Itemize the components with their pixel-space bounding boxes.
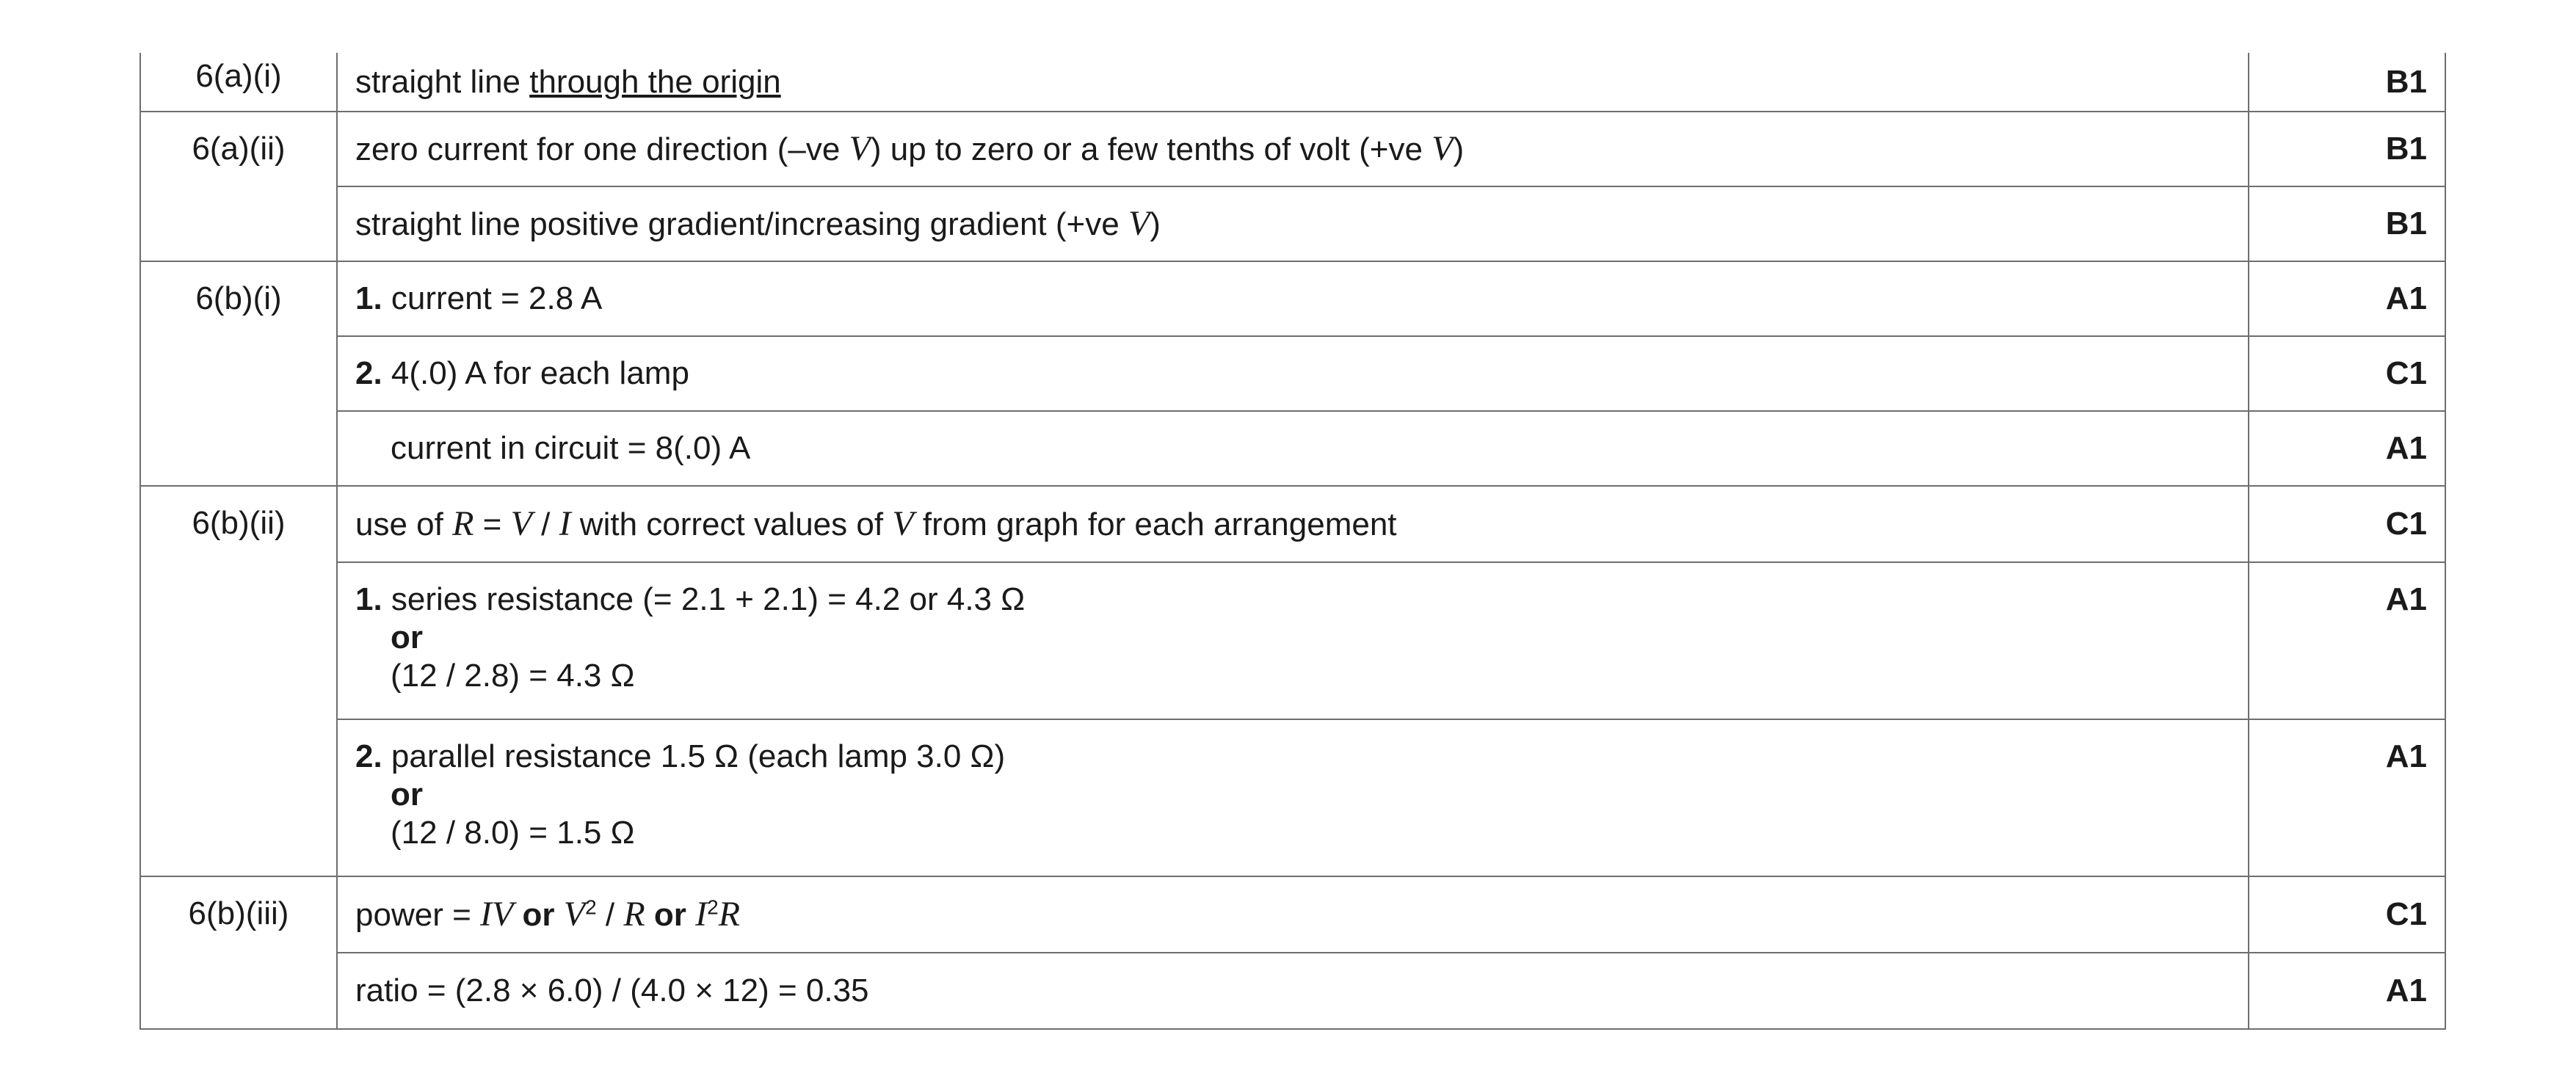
mark-cell: A1 <box>2249 411 2445 486</box>
question-number: 6(b)(i) <box>140 261 337 486</box>
answer-cell: 1. series resistance (= 2.1 + 2.1) = 4.2 or 4.3 Ω or (12 / 2.8) = 4.3 Ω <box>337 562 2249 719</box>
mark-cell: B1 <box>2249 186 2445 261</box>
answer-cell: power = IV or $V^2$ / R or $I^2R$ <box>337 876 2249 953</box>
answer-cell: straight line positive gradient/increasing gradient (+ve V) <box>337 186 2249 261</box>
answer-cell: current in circuit = 8(.0) A <box>337 411 2249 486</box>
answer-cell: use of R = V / I with correct values of V from graph for each arrangement <box>337 486 2249 562</box>
question-number: 6(b)(iii) <box>140 876 337 1029</box>
table-row <box>140 562 2445 719</box>
table-row <box>140 336 2445 411</box>
mark-cell: A1 <box>2249 261 2445 336</box>
underlined-phrase: through the origin <box>529 63 781 100</box>
mark-scheme-table <box>139 53 2446 1030</box>
answer-cell: 2. 4(.0) A for each lamp <box>337 336 2249 411</box>
question-number: 6(a)(ii) <box>140 112 337 261</box>
mark-cell: C1 <box>2249 486 2445 562</box>
table-row <box>140 953 2445 1029</box>
table-row <box>140 876 2445 953</box>
answer-cell: zero current for one direction (–ve V) up to zero or a few tenths of volt (+ve V) <box>337 112 2249 186</box>
mark-cell: A1 <box>2249 562 2445 719</box>
table-row <box>140 112 2445 186</box>
answer-cell: straight line through the origin <box>337 53 2249 112</box>
mark-cell: C1 <box>2249 876 2445 953</box>
table-row <box>140 186 2445 261</box>
table-row <box>140 411 2445 486</box>
table-row <box>140 53 2445 112</box>
table-row <box>140 719 2445 876</box>
table-row <box>140 486 2445 562</box>
table-row <box>140 261 2445 336</box>
answer-cell: 2. parallel resistance 1.5 Ω (each lamp 3.0 Ω) or (12 / 8.0) = 1.5 Ω <box>337 719 2249 876</box>
answer-cell: ratio = (2.8 × 6.0) / (4.0 × 12) = 0.35 <box>337 953 2249 1029</box>
question-number: 6(a)(i) <box>140 53 337 112</box>
question-number: 6(b)(ii) <box>140 486 337 876</box>
mark-cell: A1 <box>2249 719 2445 876</box>
mark-cell: C1 <box>2249 336 2445 411</box>
mark-cell: B1 <box>2249 53 2445 112</box>
answer-cell: 1. current = 2.8 A <box>337 261 2249 336</box>
mark-cell: A1 <box>2249 953 2445 1029</box>
mark-cell: B1 <box>2249 112 2445 186</box>
